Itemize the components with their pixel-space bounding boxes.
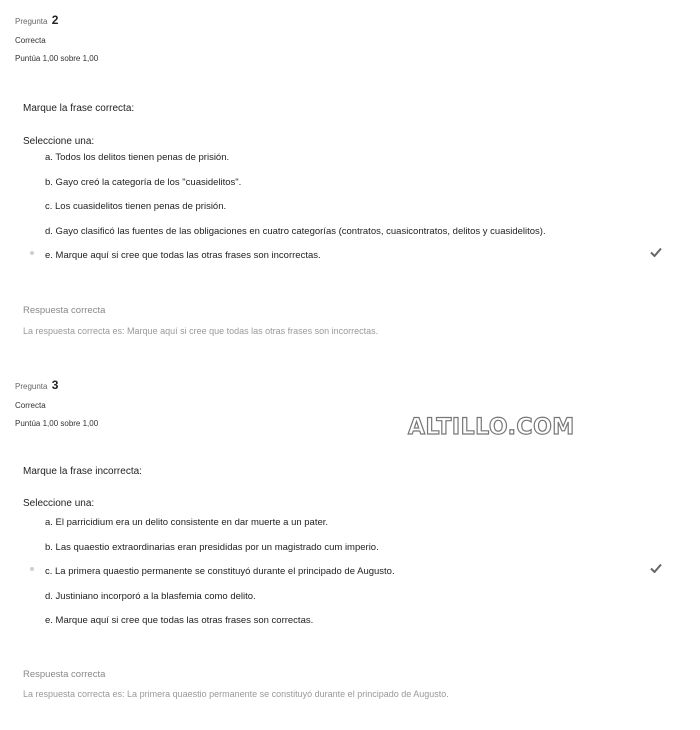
question-number: 2 (51, 13, 59, 27)
answer-prompt: Seleccione una: (23, 498, 95, 509)
answer-option-a[interactable] (0, 517, 700, 542)
answer-option-b[interactable] (0, 542, 700, 567)
answer-label: b. Gayo creó la categoría de los "cuasidelitos". (45, 176, 242, 188)
question-text: Marque la frase correcta: (23, 103, 135, 114)
answer-label: a. Todos los delitos tienen penas de prisión. (45, 152, 230, 163)
answer-option-c[interactable] (0, 566, 700, 591)
question-info (15, 14, 98, 64)
question-number-line (15, 14, 98, 28)
feedback-title: Respuesta correcta (23, 305, 106, 316)
check-icon (650, 247, 662, 257)
answer-label: d. Gayo clasificó las fuentes de las obligaciones en cuatro categorías (contratos, cuasicontratos, delitos y cuasidelitos). (45, 225, 546, 237)
answer-option-d[interactable] (0, 591, 700, 616)
answer-label: d. Justiniano incorporó a la blasfemia como delito. (45, 590, 256, 602)
answer-label: c. La primera quaestio permanente se constituyó durante el principado de Augusto. (45, 566, 395, 577)
watermark: ALTILLO.COM (408, 415, 575, 440)
answer-label: e. Marque aquí si cree que todas las otras frases son incorrectas. (45, 250, 321, 261)
answer-list (0, 152, 700, 275)
answer-option-d[interactable] (0, 226, 700, 251)
answer-label: e. Marque aquí si cree que todas las otras frases son correctas. (45, 615, 314, 626)
answer-label: a. El parricidium era un delito consistente en dar muerte a un pater. (45, 517, 329, 528)
answer-option-a[interactable] (0, 152, 700, 177)
answer-option-b[interactable] (0, 177, 700, 202)
question-label: Pregunta (15, 17, 48, 26)
question-grade: Puntúa 1,00 sobre 1,00 (15, 419, 99, 428)
radio-selected-dot[interactable] (30, 567, 34, 571)
feedback-text: La respuesta correcta es: Marque aquí si cree que todas las otras frases son incorrectas. (23, 326, 379, 336)
answer-option-c[interactable] (0, 201, 700, 226)
check-icon (650, 563, 662, 573)
question-label: Pregunta (15, 382, 48, 391)
answer-option-e[interactable] (0, 250, 700, 275)
question-number: 3 (51, 378, 59, 392)
answer-option-e[interactable] (0, 615, 700, 640)
question-info (15, 379, 98, 429)
answer-list (0, 517, 700, 640)
question-state: Correcta (15, 36, 46, 45)
radio-selected-dot[interactable] (30, 251, 34, 255)
feedback-text: La respuesta correcta es: La primera quaestio permanente se constituyó durante el principado de Augusto. (23, 689, 449, 699)
question-number-line (15, 379, 98, 393)
answer-label: b. Las quaestio extraordinarias eran presididas por un magistrado cum imperio. (45, 541, 379, 553)
answer-prompt: Seleccione una: (23, 136, 95, 147)
answer-label: c. Los cuasidelitos tienen penas de prisión. (45, 201, 227, 212)
question-grade: Puntúa 1,00 sobre 1,00 (15, 54, 99, 63)
question-state: Correcta (15, 401, 46, 410)
question-text: Marque la frase incorrecta: (23, 466, 142, 477)
feedback-title: Respuesta correcta (23, 669, 106, 680)
